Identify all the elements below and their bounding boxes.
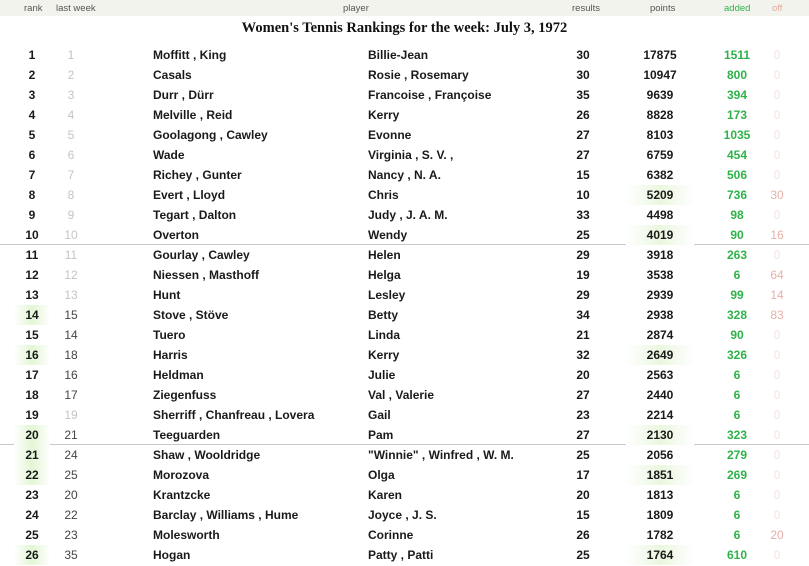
- points-cell: 2874: [646, 328, 674, 342]
- header-rank: rank: [24, 3, 43, 14]
- points-cell: 1782: [646, 528, 674, 542]
- player-surname: Ziegenfuss: [153, 388, 217, 402]
- results-cell: 35: [576, 88, 590, 102]
- points-cell: 2938: [646, 308, 674, 322]
- player-first-name: Karen: [368, 488, 403, 502]
- points-cell: 2649: [626, 345, 694, 365]
- player-first-name: Betty: [368, 308, 399, 322]
- off-cell: 0: [773, 168, 781, 182]
- rank-cell: 24: [25, 508, 39, 522]
- player-surname: Hogan: [153, 548, 191, 562]
- table-row: [0, 205, 809, 225]
- last-week-cell: 23: [64, 528, 78, 542]
- rank-cell: 14: [14, 305, 50, 325]
- points-cell: 10947: [643, 68, 677, 82]
- table-row: [0, 85, 809, 105]
- table-row: [0, 65, 809, 85]
- rank-cell: 5: [28, 128, 36, 142]
- points-cell: 6759: [646, 148, 674, 162]
- table-row: [0, 485, 809, 505]
- points-cell: 2056: [646, 448, 674, 462]
- last-week-cell: 20: [64, 488, 78, 502]
- last-week-cell: 8: [67, 188, 75, 202]
- added-cell: 326: [726, 348, 748, 362]
- player-first-name: Billie-Jean: [368, 48, 429, 62]
- results-cell: 10: [576, 188, 590, 202]
- player-first-name: Kerry: [368, 348, 400, 362]
- player-first-name: Evonne: [368, 128, 412, 142]
- last-week-cell: 22: [64, 508, 78, 522]
- added-cell: 99: [730, 288, 744, 302]
- player-surname: Sherriff , Chanfreau , Lovera: [153, 408, 315, 422]
- results-cell: 25: [576, 228, 590, 242]
- player-surname: Stove , Stöve: [153, 308, 229, 322]
- player-first-name: Patty , Patti: [368, 548, 434, 562]
- off-cell: 64: [770, 268, 784, 282]
- off-cell: 0: [773, 208, 781, 222]
- off-cell: 0: [773, 448, 781, 462]
- last-week-cell: 9: [67, 208, 75, 222]
- player-first-name: Rosie , Rosemary: [368, 68, 469, 82]
- last-week-cell: 1: [67, 48, 75, 62]
- player-surname: Krantzcke: [153, 488, 211, 502]
- column-header-bar: [0, 0, 809, 16]
- table-row: [0, 285, 809, 305]
- points-cell: 3538: [646, 268, 674, 282]
- last-week-cell: 24: [64, 448, 78, 462]
- table-row: [0, 465, 809, 485]
- points-cell: 1764: [626, 545, 694, 565]
- results-cell: 25: [576, 448, 590, 462]
- rank-cell: 8: [28, 188, 36, 202]
- off-cell: 30: [770, 188, 784, 202]
- last-week-cell: 14: [64, 328, 78, 342]
- off-cell: 0: [773, 388, 781, 402]
- table-row: [0, 445, 809, 465]
- last-week-cell: 3: [67, 88, 75, 102]
- off-cell: 0: [773, 548, 781, 562]
- added-cell: 90: [730, 328, 744, 342]
- table-row: [0, 145, 809, 165]
- player-surname: Melville , Reid: [153, 108, 233, 122]
- off-cell: 0: [773, 508, 781, 522]
- added-cell: 394: [726, 88, 748, 102]
- player-first-name: Helga: [368, 268, 401, 282]
- results-cell: 17: [576, 468, 590, 482]
- player-first-name: Corinne: [368, 528, 414, 542]
- last-week-cell: 7: [67, 168, 75, 182]
- off-cell: 0: [773, 488, 781, 502]
- last-week-cell: 18: [64, 348, 78, 362]
- last-week-cell: 5: [67, 128, 75, 142]
- added-cell: 800: [726, 68, 748, 82]
- table-row: [0, 305, 809, 325]
- points-cell: 8828: [646, 108, 674, 122]
- last-week-cell: 19: [64, 408, 78, 422]
- off-cell: 0: [773, 48, 781, 62]
- rank-cell: 7: [28, 168, 36, 182]
- player-surname: Harris: [153, 348, 188, 362]
- results-cell: 26: [576, 528, 590, 542]
- player-first-name: "Winnie" , Winfred , W. M.: [368, 448, 514, 462]
- player-surname: Tuero: [153, 328, 186, 342]
- off-cell: 0: [773, 328, 781, 342]
- page-title: Women's Tennis Rankings for the week: July 3, 1972: [241, 20, 568, 36]
- added-cell: 173: [726, 108, 748, 122]
- results-cell: 34: [576, 308, 590, 322]
- added-cell: 269: [726, 468, 748, 482]
- player-first-name: Chris: [368, 188, 399, 202]
- table-row: [0, 545, 809, 565]
- header-added: added: [724, 3, 751, 14]
- off-cell: 0: [773, 148, 781, 162]
- player-surname: Heldman: [153, 368, 204, 382]
- added-cell: 610: [726, 548, 748, 562]
- table-row: [0, 225, 809, 245]
- points-cell: 1851: [626, 465, 694, 485]
- added-cell: 1511: [723, 48, 751, 62]
- player-surname: Casals: [153, 68, 192, 82]
- rankings-table: [0, 45, 809, 565]
- results-cell: 19: [576, 268, 590, 282]
- results-cell: 27: [576, 148, 590, 162]
- added-cell: 6: [733, 388, 741, 402]
- player-surname: Wade: [153, 148, 185, 162]
- rank-cell: 16: [14, 345, 50, 365]
- player-surname: Barclay , Williams , Hume: [153, 508, 299, 522]
- rank-cell: 15: [25, 328, 39, 342]
- table-row: [0, 105, 809, 125]
- off-cell: 16: [770, 228, 784, 242]
- points-cell: 9639: [646, 88, 674, 102]
- off-cell: 0: [773, 368, 781, 382]
- results-cell: 27: [576, 128, 590, 142]
- last-week-cell: 4: [67, 108, 75, 122]
- player-first-name: Gail: [368, 408, 391, 422]
- off-cell: 20: [770, 528, 784, 542]
- added-cell: 6: [733, 488, 741, 502]
- added-cell: 6: [733, 408, 741, 422]
- player-surname: Goolagong , Cawley: [153, 128, 268, 142]
- added-cell: 1035: [723, 128, 751, 142]
- table-row: [0, 125, 809, 145]
- points-cell: 5209: [626, 185, 694, 205]
- points-cell: 1809: [646, 508, 674, 522]
- last-week-cell: 12: [64, 268, 78, 282]
- table-row: [0, 365, 809, 385]
- player-surname: Tegart , Dalton: [153, 208, 237, 222]
- player-first-name: Nancy , N. A.: [368, 168, 441, 182]
- off-cell: 14: [770, 288, 784, 302]
- table-row: [0, 185, 809, 205]
- added-cell: 6: [733, 268, 741, 282]
- off-cell: 0: [773, 128, 781, 142]
- player-first-name: Helen: [368, 248, 401, 262]
- rank-cell: 6: [28, 148, 36, 162]
- added-cell: 506: [726, 168, 748, 182]
- rank-cell: 11: [25, 248, 39, 262]
- table-row: [0, 385, 809, 405]
- points-cell: 6382: [646, 168, 674, 182]
- points-cell: 4019: [626, 225, 694, 245]
- player-surname: Durr , Dürr: [153, 88, 214, 102]
- rank-cell: 25: [25, 528, 39, 542]
- rank-cell: 9: [28, 208, 36, 222]
- last-week-cell: 17: [64, 388, 78, 402]
- rank-cell: 4: [28, 108, 36, 122]
- points-cell: 2939: [646, 288, 674, 302]
- header-points: points: [650, 3, 676, 14]
- added-cell: 279: [726, 448, 748, 462]
- table-row: [0, 425, 809, 445]
- last-week-cell: 25: [64, 468, 78, 482]
- player-surname: Molesworth: [153, 528, 220, 542]
- player-first-name: Julie: [368, 368, 396, 382]
- player-surname: Morozova: [153, 468, 210, 482]
- results-cell: 20: [576, 368, 590, 382]
- off-cell: 0: [773, 428, 781, 442]
- last-week-cell: 15: [64, 308, 78, 322]
- header-results: results: [572, 3, 600, 14]
- points-cell: 8103: [646, 128, 674, 142]
- table-row: [0, 325, 809, 345]
- player-surname: Hunt: [153, 288, 181, 302]
- added-cell: 263: [726, 248, 748, 262]
- player-surname: Evert , Lloyd: [153, 188, 226, 202]
- points-cell: 2563: [646, 368, 674, 382]
- player-first-name: Kerry: [368, 108, 400, 122]
- table-row: [0, 505, 809, 525]
- player-first-name: Judy , J. A. M.: [368, 208, 448, 222]
- table-row: [0, 345, 809, 365]
- points-cell: 3918: [646, 248, 674, 262]
- header-player: player: [343, 3, 369, 14]
- player-surname: Richey , Gunter: [153, 168, 242, 182]
- off-cell: 0: [773, 88, 781, 102]
- results-cell: 30: [576, 68, 590, 82]
- points-cell: 17875: [643, 48, 677, 62]
- off-cell: 0: [773, 408, 781, 422]
- rank-cell: 22: [14, 465, 50, 485]
- added-cell: 6: [733, 508, 741, 522]
- added-cell: 90: [730, 228, 744, 242]
- rank-cell: 26: [14, 545, 50, 565]
- results-cell: 32: [576, 348, 590, 362]
- rank-cell: 3: [28, 88, 36, 102]
- player-surname: Gourlay , Cawley: [153, 248, 250, 262]
- results-cell: 30: [576, 48, 590, 62]
- results-cell: 23: [576, 408, 590, 422]
- results-cell: 29: [576, 248, 590, 262]
- player-surname: Niessen , Masthoff: [153, 268, 260, 282]
- points-cell: 2130: [626, 425, 694, 445]
- rank-cell: 21: [14, 445, 50, 465]
- last-week-cell: 13: [64, 288, 78, 302]
- table-row: [0, 265, 809, 285]
- rank-cell: 2: [28, 68, 36, 82]
- off-cell: 0: [773, 348, 781, 362]
- points-cell: 4498: [646, 208, 674, 222]
- off-cell: 83: [770, 308, 784, 322]
- table-row: [0, 45, 809, 65]
- player-first-name: Francoise , Françoise: [368, 88, 492, 102]
- last-week-cell: 2: [67, 68, 75, 82]
- off-cell: 0: [773, 248, 781, 262]
- results-cell: 27: [576, 388, 590, 402]
- rank-cell: 23: [25, 488, 39, 502]
- rank-cell: 17: [25, 368, 39, 382]
- rank-cell: 13: [25, 288, 39, 302]
- player-surname: Overton: [153, 228, 200, 242]
- table-row: [0, 525, 809, 545]
- results-cell: 27: [576, 428, 590, 442]
- player-first-name: Linda: [368, 328, 400, 342]
- results-cell: 25: [576, 548, 590, 562]
- player-surname: Shaw , Wooldridge: [153, 448, 261, 462]
- results-cell: 33: [576, 208, 590, 222]
- player-surname: Moffitt , King: [153, 48, 227, 62]
- added-cell: 6: [733, 368, 741, 382]
- off-cell: 0: [773, 468, 781, 482]
- table-row: [0, 245, 809, 265]
- last-week-cell: 35: [64, 548, 78, 562]
- off-cell: 0: [773, 108, 781, 122]
- results-cell: 26: [576, 108, 590, 122]
- player-first-name: Lesley: [368, 288, 406, 302]
- table-row: [0, 165, 809, 185]
- rank-cell: 10: [25, 228, 39, 242]
- points-cell: 2440: [646, 388, 674, 402]
- rank-cell: 12: [25, 268, 39, 282]
- table-row: [0, 405, 809, 425]
- header-off: off: [772, 3, 783, 14]
- results-cell: 20: [576, 488, 590, 502]
- player-first-name: Pam: [368, 428, 394, 442]
- points-cell: 1813: [646, 488, 674, 502]
- rank-cell: 18: [25, 388, 39, 402]
- points-cell: 2214: [646, 408, 674, 422]
- last-week-cell: 11: [64, 248, 78, 262]
- results-cell: 15: [576, 508, 590, 522]
- off-cell: 0: [773, 68, 781, 82]
- added-cell: 454: [726, 148, 748, 162]
- last-week-cell: 21: [64, 428, 78, 442]
- last-week-cell: 6: [67, 148, 75, 162]
- player-first-name: Val , Valerie: [368, 388, 435, 402]
- rank-cell: 19: [25, 408, 39, 422]
- player-first-name: Olga: [368, 468, 395, 482]
- player-first-name: Wendy: [368, 228, 408, 242]
- player-first-name: Joyce , J. S.: [368, 508, 437, 522]
- rank-cell: 1: [28, 48, 36, 62]
- results-cell: 29: [576, 288, 590, 302]
- added-cell: 736: [726, 188, 748, 202]
- added-cell: 98: [730, 208, 744, 222]
- results-cell: 21: [576, 328, 590, 342]
- last-week-cell: 16: [64, 368, 78, 382]
- added-cell: 6: [733, 528, 741, 542]
- player-surname: Teeguarden: [153, 428, 221, 442]
- player-first-name: Virginia , S. V. ,: [368, 148, 454, 162]
- rank-cell: 20: [14, 425, 50, 445]
- results-cell: 15: [576, 168, 590, 182]
- added-cell: 328: [726, 308, 748, 322]
- last-week-cell: 10: [64, 228, 78, 242]
- header-last-week: last week: [56, 3, 96, 14]
- added-cell: 323: [726, 428, 748, 442]
